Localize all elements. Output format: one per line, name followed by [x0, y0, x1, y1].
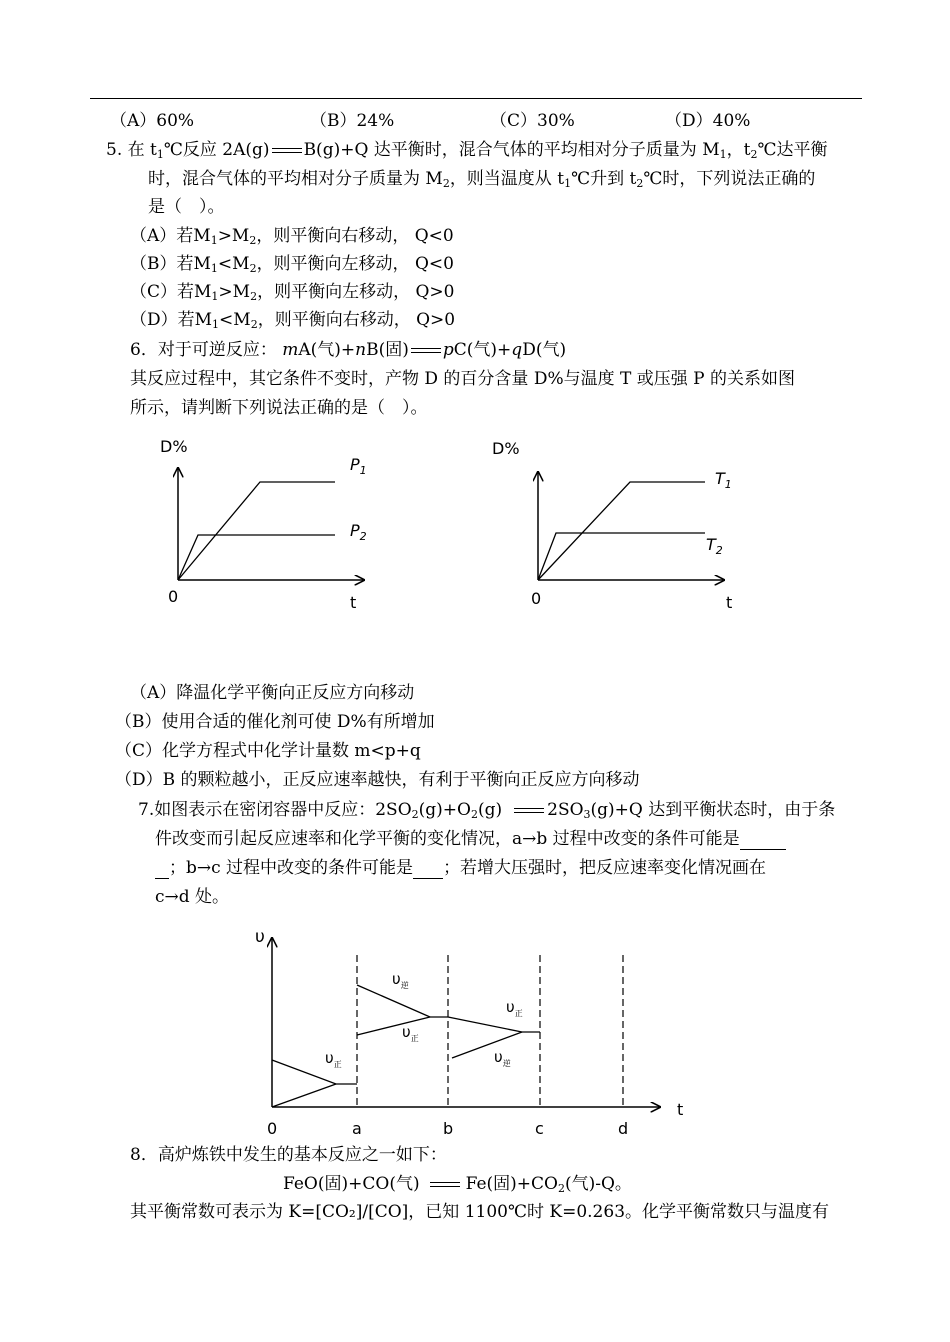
equilibrium-arrow-icon	[430, 1181, 460, 1189]
rate-label-zheng-0a: $\upsilon_正$	[325, 1049, 342, 1069]
q7-line-2: 件改变而引起反应速率和化学平衡的变化情况，a→b 过程中改变的条件可能是	[155, 828, 786, 850]
y-axis-label: υ	[255, 927, 265, 947]
curve-p2-label: $P_2$	[350, 521, 367, 543]
q6-option-c: （C）化学方程式中化学计量数 m<p+q	[115, 741, 421, 761]
q4-option-b: （B）24%	[310, 111, 395, 131]
answer-blank-2[interactable]	[413, 861, 443, 879]
curve-t2-label: $T_2$	[706, 535, 723, 557]
graph-pressure	[150, 430, 380, 620]
q6-line-1: 6．对于可逆反应： mA(气)+nB(固) pC(气)+qD(气)	[130, 340, 567, 360]
answer-blank-1[interactable]	[740, 832, 786, 850]
equilibrium-arrow-icon	[411, 347, 441, 355]
rate-segment-ab-high	[357, 985, 430, 1017]
header-rule	[90, 98, 862, 99]
q6-line-3: 所示，请判断下列说法正确的是（ ）。	[130, 398, 428, 418]
q5-option-b: （B）若$M_1<M_2$，则平衡向左移动， Q<0	[130, 254, 454, 275]
q6-line-2: 其反应过程中，其它条件不变时，产物 D 的百分含量 D%与温度 T 或压强 P 的关系如图	[130, 369, 796, 389]
q5-line-2: 时，混合气体的平均相对分子质量为 $M_2$，则当温度从 $t_1℃$升到 $t_2℃$时，下列说法正确的	[148, 169, 816, 190]
q5-line-1: 5. 在 $t_1℃$反应 2A(g) B(g)+Q 达平衡时，混合气体的平均相对分子质量为 $M_1$，$t_2℃$达平衡	[106, 140, 828, 161]
q5-option-a: （A）若$M_1>M_2$，则平衡向右移动， Q<0	[130, 226, 454, 247]
rate-segment-bc-low	[452, 1032, 522, 1058]
tick-label-b: b	[443, 1119, 454, 1138]
rate-segment-0a	[272, 1060, 357, 1084]
rate-label-zheng-ab: $\upsilon_正$	[402, 1023, 419, 1043]
q6-option-a: （A）降温化学平衡向正反应方向移动	[130, 683, 415, 703]
curve-t1-label: $T_1$	[715, 469, 732, 491]
curve-p2	[178, 535, 335, 580]
q5-option-d: （D）若$M_1<M_2$，则平衡向右移动， Q>0	[130, 310, 456, 331]
curve-p1-label: $P_1$	[350, 455, 367, 477]
origin-label: 0	[531, 589, 542, 608]
q5-line-3: 是（ ）。	[148, 197, 225, 217]
q7-line-4: c→d 处。	[155, 887, 230, 907]
q4-option-a: （A）60%	[110, 111, 195, 131]
tick-label-d: d	[618, 1119, 629, 1138]
equilibrium-arrow-icon	[514, 807, 544, 815]
q8-equation: FeO(固)+CO(气) Fe(固)$+CO_2$(气)-Q。	[283, 1174, 632, 1195]
tick-label-a: a	[352, 1119, 362, 1138]
q8-line-3: 其平衡常数可表示为 K=[CO₂]/[CO]，已知 1100℃时 K=0.263。化学平衡常数只与温度有	[130, 1202, 830, 1222]
rate-segment-bc-high	[448, 1017, 522, 1032]
origin-label: 0	[168, 587, 179, 606]
rate-label-zheng-bc: $\upsilon_正$	[506, 998, 523, 1018]
rate-segment-0a-low	[272, 1084, 336, 1107]
tick-label-c: c	[535, 1119, 544, 1138]
curve-p1	[178, 482, 335, 580]
y-axis-label: D%	[492, 439, 520, 458]
y-axis-label: D%	[160, 437, 188, 456]
x-axis-label: t	[726, 593, 733, 612]
x-axis-label: t	[350, 593, 357, 612]
curve-t2	[538, 533, 705, 580]
origin-label: 0	[267, 1119, 278, 1138]
q4-option-c: （C）30%	[490, 111, 575, 131]
rate-label-ni-bc: $\upsilon_逆$	[494, 1048, 511, 1068]
q4-option-d: （D）40%	[665, 111, 751, 131]
equilibrium-arrow-icon	[272, 147, 302, 155]
graph-rate-time	[250, 920, 690, 1140]
answer-blank-1-cont[interactable]	[155, 861, 169, 879]
rate-label-ni-ab: $\upsilon_逆$	[392, 970, 409, 990]
q7-line-3: ；b→c 过程中改变的条件可能是 ；若增大压强时，把反应速率变化情况画在	[155, 857, 766, 879]
q7-line-1: 7.如图表示在密闭容器中反应：$2SO_2(g)+O_2(g)$ $2SO_3(g)+Q$ 达到平衡状态时，由于条	[138, 800, 836, 821]
q5-option-c: （C）若$M_1>M_2$，则平衡向左移动， Q>0	[130, 282, 455, 303]
q6-option-b: （B）使用合适的催化剂可使 D%有所增加	[115, 712, 435, 732]
curve-t1	[538, 482, 705, 580]
q6-option-d: （D）B 的颗粒越小，正反应速率越快，有利于平衡向正反应方向移动	[115, 770, 640, 790]
x-axis-label: t	[677, 1100, 684, 1119]
q8-line-1: 8．高炉炼铁中发生的基本反应之一如下：	[130, 1145, 447, 1165]
rate-segment-ab-low	[357, 1017, 430, 1035]
graph-temperature	[492, 432, 750, 622]
